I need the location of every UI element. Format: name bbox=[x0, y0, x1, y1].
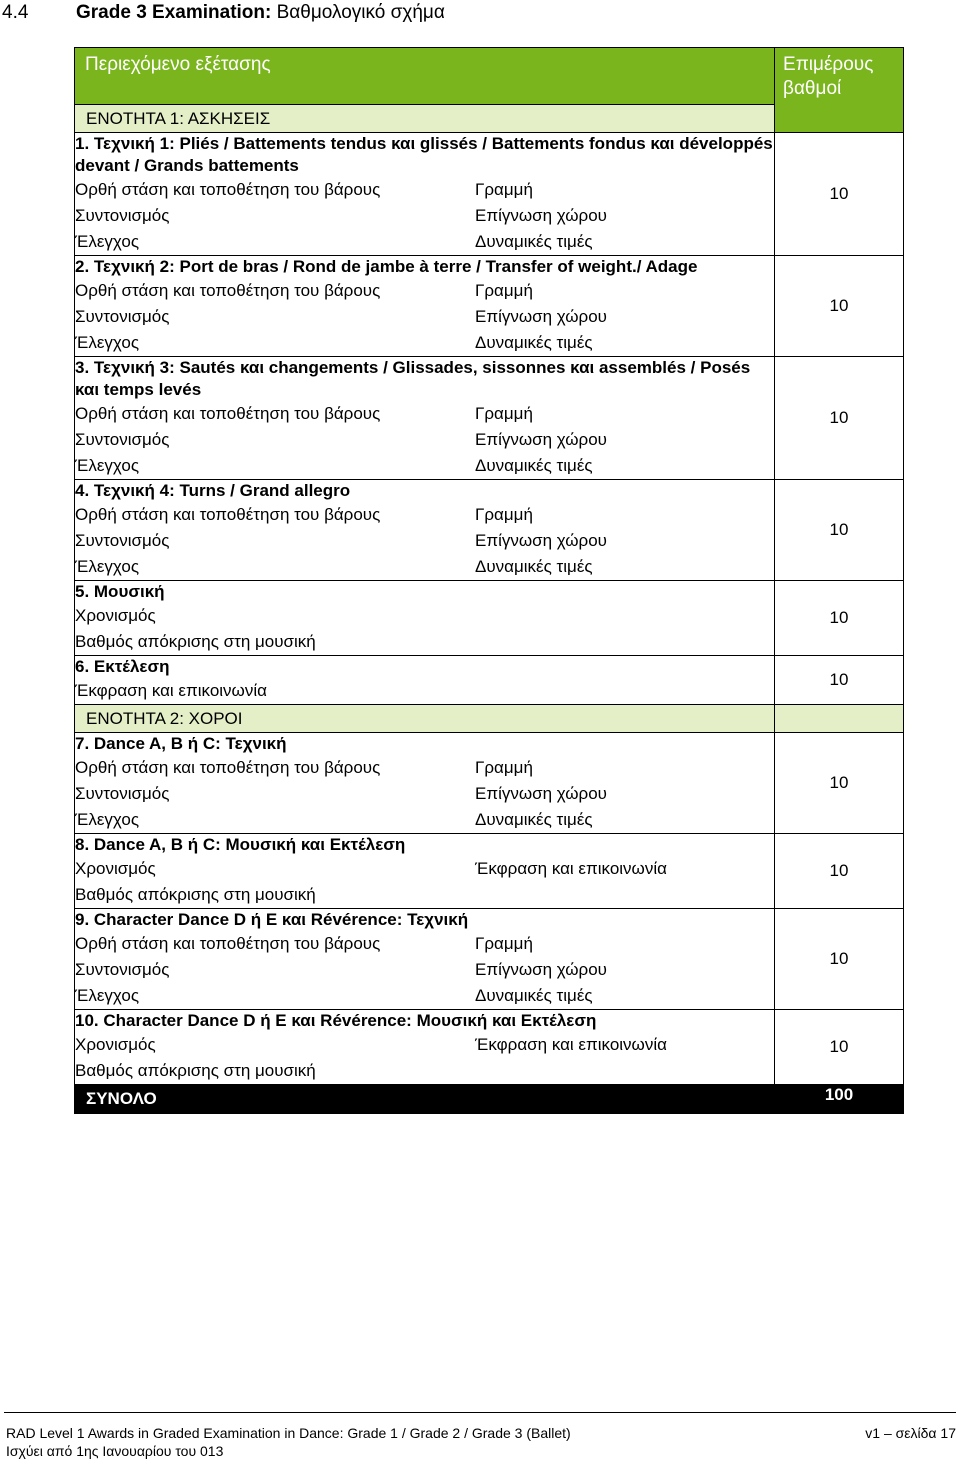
criterion-right: Δυναμικές τιμές bbox=[475, 456, 593, 475]
criteria-row bbox=[75, 229, 774, 255]
total-label: ΣΥΝΟΛΟ bbox=[75, 1085, 475, 1114]
exercise-block-row bbox=[75, 834, 904, 909]
heading-title bbox=[76, 0, 445, 26]
criterion-left: Έκφραση και επικοινωνία bbox=[75, 681, 267, 700]
criterion-right: Επίγνωση χώρου bbox=[475, 960, 607, 979]
criterion-right: Γραμμή bbox=[475, 281, 533, 300]
total-row bbox=[75, 1085, 904, 1114]
criteria-row bbox=[75, 807, 774, 833]
criterion-right: Δυναμικές τιμές bbox=[475, 232, 593, 251]
exercise-points: 10 bbox=[775, 581, 904, 656]
criteria-row bbox=[75, 931, 774, 957]
criterion-right bbox=[475, 882, 774, 908]
criterion-left: Έλεγχος bbox=[75, 456, 140, 475]
exercise-points: 10 bbox=[775, 834, 904, 909]
heading-number: 4.4 bbox=[2, 2, 29, 23]
criterion-left: Χρονισμός bbox=[75, 1035, 156, 1054]
criterion-right: Έκφραση και επικοινωνία bbox=[475, 859, 667, 878]
exercise-points: 10 bbox=[775, 357, 904, 480]
criteria-row bbox=[75, 502, 774, 528]
criterion-left: Έλεγχος bbox=[75, 232, 140, 251]
criterion-right: Γραμμή bbox=[475, 180, 533, 199]
criterion-right: Δυναμικές τιμές bbox=[475, 333, 593, 352]
criteria-row bbox=[75, 781, 774, 807]
criterion-left: Χρονισμός bbox=[75, 606, 156, 625]
exercise-block bbox=[75, 357, 775, 480]
heading-title-bold: Grade 3 Examination: bbox=[76, 2, 272, 23]
criterion-left: Ορθή στάση και τοποθέτηση του βάρους bbox=[75, 404, 381, 423]
footer-valid-from: Ισχύει από 1ης Ιανουαρίου του 013 bbox=[6, 1443, 224, 1459]
exercise-block-row bbox=[75, 1010, 904, 1085]
criteria-row bbox=[75, 278, 774, 304]
criteria-row bbox=[75, 1032, 774, 1058]
criterion-left: Χρονισμός bbox=[75, 859, 156, 878]
criterion-left: Συντονισμός bbox=[75, 784, 170, 803]
exercise-block-row bbox=[75, 256, 904, 357]
criterion-left: Έλεγχος bbox=[75, 333, 140, 352]
exercise-block-row bbox=[75, 357, 904, 480]
exercise-points: 10 bbox=[775, 1010, 904, 1085]
exercise-block bbox=[75, 256, 775, 357]
criterion-right: Επίγνωση χώρου bbox=[475, 307, 607, 326]
section-row bbox=[75, 705, 904, 733]
footer-rule bbox=[4, 1412, 956, 1413]
criterion-right bbox=[475, 603, 774, 629]
exercise-block-row bbox=[75, 909, 904, 1010]
criterion-left: Ορθή στάση και τοποθέτηση του βάρους bbox=[75, 934, 381, 953]
criterion-right: Επίγνωση χώρου bbox=[475, 206, 607, 225]
header-points: Επιμέρους βαθμοί bbox=[775, 48, 904, 133]
criterion-right: Γραμμή bbox=[475, 934, 533, 953]
section-label: ΕΝΟΤΗΤΑ 2: ΧΟΡΟΙ bbox=[75, 705, 775, 733]
footer-course-text: RAD Level 1 Awards in Graded Examination in Dance: Grade 1 / Grade 2 / Grade 3 (Ballet) bbox=[6, 1425, 571, 1441]
criterion-left: Ορθή στάση και τοποθέτηση του βάρους bbox=[75, 281, 381, 300]
exercise-points: 10 bbox=[775, 733, 904, 834]
exercise-block bbox=[75, 581, 775, 656]
exercise-block bbox=[75, 834, 775, 909]
criterion-left: Έλεγχος bbox=[75, 810, 140, 829]
criterion-right: Δυναμικές τιμές bbox=[475, 557, 593, 576]
criterion-right bbox=[475, 629, 774, 655]
exercise-block bbox=[75, 1010, 775, 1085]
criterion-left: Συντονισμός bbox=[75, 960, 170, 979]
criteria-row bbox=[75, 330, 774, 356]
exercise-block-row bbox=[75, 733, 904, 834]
criteria-row bbox=[75, 401, 774, 427]
exercise-points: 10 bbox=[775, 656, 904, 705]
criterion-right bbox=[475, 1058, 774, 1084]
criteria-row bbox=[75, 304, 774, 330]
criterion-right: Επίγνωση χώρου bbox=[475, 784, 607, 803]
criteria-row bbox=[75, 983, 774, 1009]
exercise-title: 2. Τεχνική 2: Port de bras / Rond de jambe à terre / Transfer of weight./ Adage bbox=[75, 257, 698, 276]
exercise-title: 4. Τεχνική 4: Turns / Grand allegro bbox=[75, 481, 351, 500]
criterion-left: Συντονισμός bbox=[75, 531, 170, 550]
exercise-block bbox=[75, 733, 775, 834]
criteria-row bbox=[75, 957, 774, 983]
exercise-title: 5. Μουσική bbox=[75, 582, 165, 601]
criterion-left: Έλεγχος bbox=[75, 557, 140, 576]
criteria-row bbox=[75, 554, 774, 580]
exercise-title: 8. Dance A, B ή C: Μουσική και Εκτέλεση bbox=[75, 835, 406, 854]
criterion-right: Επίγνωση χώρου bbox=[475, 430, 607, 449]
criteria-row bbox=[75, 453, 774, 479]
criterion-left: Βαθμός απόκρισης στη μουσική bbox=[75, 1061, 316, 1080]
criterion-right: Γραμμή bbox=[475, 758, 533, 777]
criteria-row bbox=[75, 856, 774, 882]
exercise-block bbox=[75, 656, 775, 705]
criteria-row bbox=[75, 603, 774, 629]
header-content: Περιεχόμενο εξέτασης bbox=[75, 48, 775, 105]
criterion-right: Έκφραση και επικοινωνία bbox=[475, 1035, 667, 1054]
exercise-title: 3. Τεχνική 3: Sautés και changements / Glissades, sissonnes και assemblés / Posés και temps levés bbox=[75, 358, 751, 399]
exercise-block-row bbox=[75, 133, 904, 256]
criterion-right: Επίγνωση χώρου bbox=[475, 531, 607, 550]
exercise-block bbox=[75, 133, 775, 256]
criterion-left: Ορθή στάση και τοποθέτηση του βάρους bbox=[75, 180, 381, 199]
criteria-row bbox=[75, 1058, 774, 1084]
criterion-left: Ορθή στάση και τοποθέτηση του βάρους bbox=[75, 758, 381, 777]
criteria-row bbox=[75, 629, 774, 655]
heading-title-rest: Βαθμολογικό σχήμα bbox=[276, 2, 445, 23]
criteria-row bbox=[75, 203, 774, 229]
grading-table bbox=[74, 47, 904, 1114]
exercise-block-row bbox=[75, 480, 904, 581]
exercise-block bbox=[75, 909, 775, 1010]
exercise-block-row bbox=[75, 656, 904, 705]
footer-page-number: v1 – σελίδα 17 bbox=[865, 1425, 956, 1441]
exercise-block-row bbox=[75, 581, 904, 656]
footer-line-2 bbox=[6, 1442, 956, 1460]
criteria-row bbox=[75, 177, 774, 203]
criterion-right: Γραμμή bbox=[475, 404, 533, 423]
criterion-left: Έλεγχος bbox=[75, 986, 140, 1005]
table-header-row bbox=[75, 48, 904, 105]
total-spacer bbox=[475, 1085, 775, 1114]
page-heading bbox=[0, 0, 960, 26]
exercise-title: 1. Τεχνική 1: Pliés / Battements tendus και glissés / Battements fondus και développés devant / Grands battements bbox=[75, 134, 773, 175]
section-points-cell bbox=[775, 705, 904, 733]
criterion-left: Ορθή στάση και τοποθέτηση του βάρους bbox=[75, 505, 381, 524]
exercise-title: 7. Dance A, B ή C: Τεχνική bbox=[75, 734, 287, 753]
criterion-left: Συντονισμός bbox=[75, 430, 170, 449]
exercise-block bbox=[75, 480, 775, 581]
criterion-right: Δυναμικές τιμές bbox=[475, 986, 593, 1005]
criteria-row bbox=[75, 678, 774, 704]
exercise-points: 10 bbox=[775, 256, 904, 357]
criterion-left: Συντονισμός bbox=[75, 206, 170, 225]
exercise-title: 10. Character Dance D ή E και Révérence: Μουσική και Εκτέλεση bbox=[75, 1011, 597, 1030]
exercise-points: 10 bbox=[775, 133, 904, 256]
criterion-right bbox=[475, 678, 774, 704]
criteria-row bbox=[75, 427, 774, 453]
criteria-row bbox=[75, 528, 774, 554]
exercise-points: 10 bbox=[775, 909, 904, 1010]
criterion-left: Συντονισμός bbox=[75, 307, 170, 326]
criterion-left: Βαθμός απόκρισης στη μουσική bbox=[75, 885, 316, 904]
exercise-points: 10 bbox=[775, 480, 904, 581]
section-label: ΕΝΟΤΗΤΑ 1: ΑΣΚΗΣΕΙΣ bbox=[75, 105, 775, 133]
criteria-row bbox=[75, 882, 774, 908]
footer-line-1 bbox=[6, 1424, 956, 1442]
exercise-title: 9. Character Dance D ή E και Révérence: Τεχνική bbox=[75, 910, 469, 929]
criteria-row bbox=[75, 755, 774, 781]
criterion-right: Γραμμή bbox=[475, 505, 533, 524]
total-value: 100 bbox=[775, 1085, 904, 1114]
criterion-left: Βαθμός απόκρισης στη μουσική bbox=[75, 632, 316, 651]
criterion-right: Δυναμικές τιμές bbox=[475, 810, 593, 829]
exercise-title: 6. Εκτέλεση bbox=[75, 657, 170, 676]
